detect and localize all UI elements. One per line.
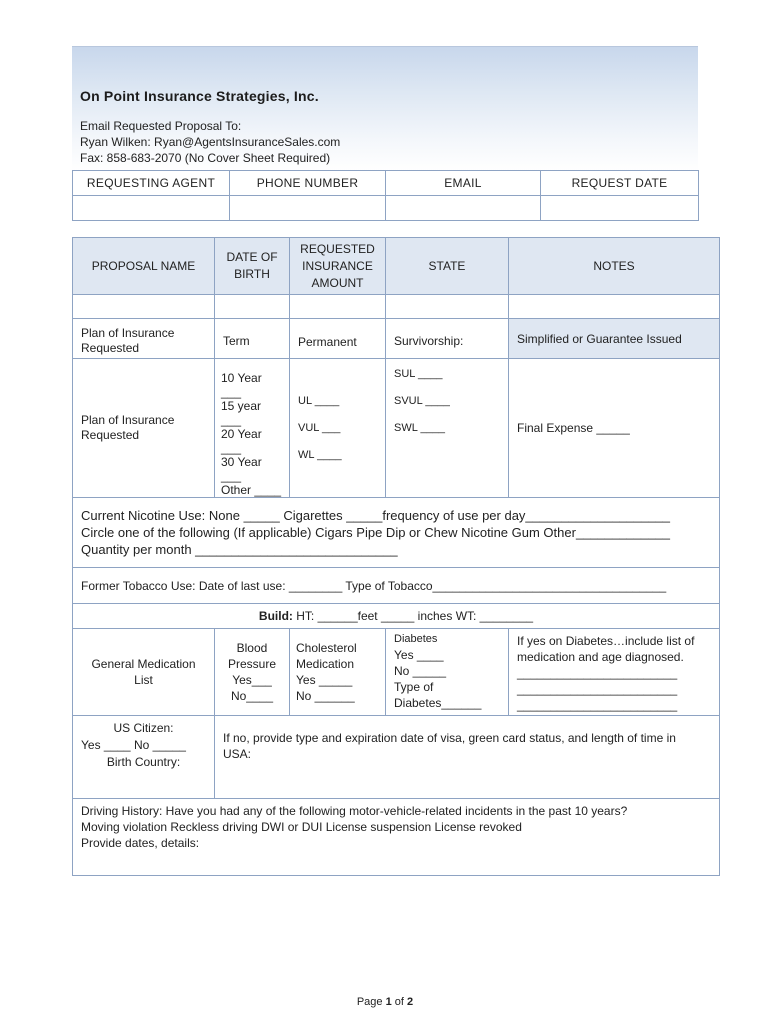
insurance-amount-field[interactable] [290,295,386,319]
header-proposal-name: PROPOSAL NAME [73,238,215,295]
state-field[interactable] [386,295,509,319]
phone-number-field[interactable] [230,196,386,221]
survivorship-options[interactable]: SUL ____ SVUL ____ SWL ____ [386,359,509,498]
agent-table [72,170,699,221]
proposal-table [72,237,720,876]
us-citizen-field[interactable]: US Citizen: Yes ____ No _____ Birth Country: [73,716,215,799]
simplified-category: Simplified or Guarantee Issued [509,319,720,359]
driving-history-options: Moving violation Reckless driving DWI or DUI License suspension License revoked [81,820,522,834]
survivorship-category: Survivorship: [386,319,509,359]
notes-field[interactable] [509,295,720,319]
email-proposal-label: Email Requested Proposal To: [80,119,242,133]
contact-email: Ryan Wilken: Ryan@AgentsInsuranceSales.com [80,135,341,149]
former-tobacco-line[interactable]: Former Tobacco Use: Date of last use: ________ Type of Tobacco___________________________________ [73,568,720,604]
page-number: 1 [385,996,392,1008]
page-footer: Page 1 of 2 [356,996,414,1008]
header-date-of-birth: DATE OF BIRTH [215,238,290,295]
driving-history-question: Driving History: Have you had any of the following motor-vehicle-related incidents in the past 10 years? [81,804,628,818]
nicotine-section[interactable] [73,498,720,568]
email-field[interactable] [386,196,541,221]
build-line[interactable] [73,604,720,629]
nicotine-quantity-line: Quantity per month ____________________________ [81,542,398,557]
nicotine-current-line: Current Nicotine Use: None _____ Cigarettes _____frequency of use per day____________________ [81,508,671,523]
driving-history-field[interactable] [73,799,720,876]
plan-requested-label: Plan of Insurance Requested [73,319,215,359]
fax-line: Fax: 858-683-2070 (No Cover Sheet Required) [80,151,331,165]
col-requesting-agent: REQUESTING AGENT [73,171,230,196]
nicotine-circle-line: Circle one of the following (If applicable) Cigars Pipe Dip or Chew Nicotine Gum Other_____________ [81,525,670,540]
visa-details-field[interactable]: If no, provide type and expiration date of visa, green card status, and length of time in USA: [215,716,720,799]
permanent-category: Permanent [290,319,386,359]
request-date-field[interactable] [541,196,699,221]
permanent-options[interactable]: UL ____ VUL ___ WL ____ [290,359,386,498]
col-email: EMAIL [386,171,541,196]
term-category: Term [215,319,290,359]
requesting-agent-field[interactable] [73,196,230,221]
diabetes-details-field[interactable]: If yes on Diabetes…include list of medication and age diagnosed. ________________________ ________________________ ________________________ [509,629,720,716]
col-request-date: REQUEST DATE [541,171,699,196]
diabetes-field[interactable]: Diabetes Yes ____ No _____ Type of Diabetes______ [386,629,509,716]
header-requested-amount: REQUESTED INSURANCE AMOUNT [290,238,386,295]
general-medication-label: General Medication List [73,629,215,716]
header-state: STATE [386,238,509,295]
cholesterol-field[interactable]: Cholesterol Medication Yes _____ No ______ [290,629,386,716]
header-notes: NOTES [509,238,720,295]
term-options[interactable]: 10 Year ___ 15 year ___ 20 Year ___ 30 Year ___ Other ____ [215,359,290,498]
col-phone-number: PHONE NUMBER [230,171,386,196]
page-total: 2 [407,996,414,1008]
final-expense-option[interactable]: Final Expense _____ [509,359,720,498]
blood-pressure-field[interactable]: Blood Pressure Yes___ No____ [215,629,290,716]
company-name: On Point Insurance Strategies, Inc. [80,88,319,104]
build-fields: HT: ______feet _____ inches WT: ________ [292,609,534,623]
driving-history-details: Provide dates, details: [81,836,200,850]
proposal-name-field[interactable] [73,295,215,319]
build-label: Build: [258,609,293,623]
date-of-birth-field[interactable] [215,295,290,319]
plan-options-label: Plan of Insurance Requested [73,359,215,498]
